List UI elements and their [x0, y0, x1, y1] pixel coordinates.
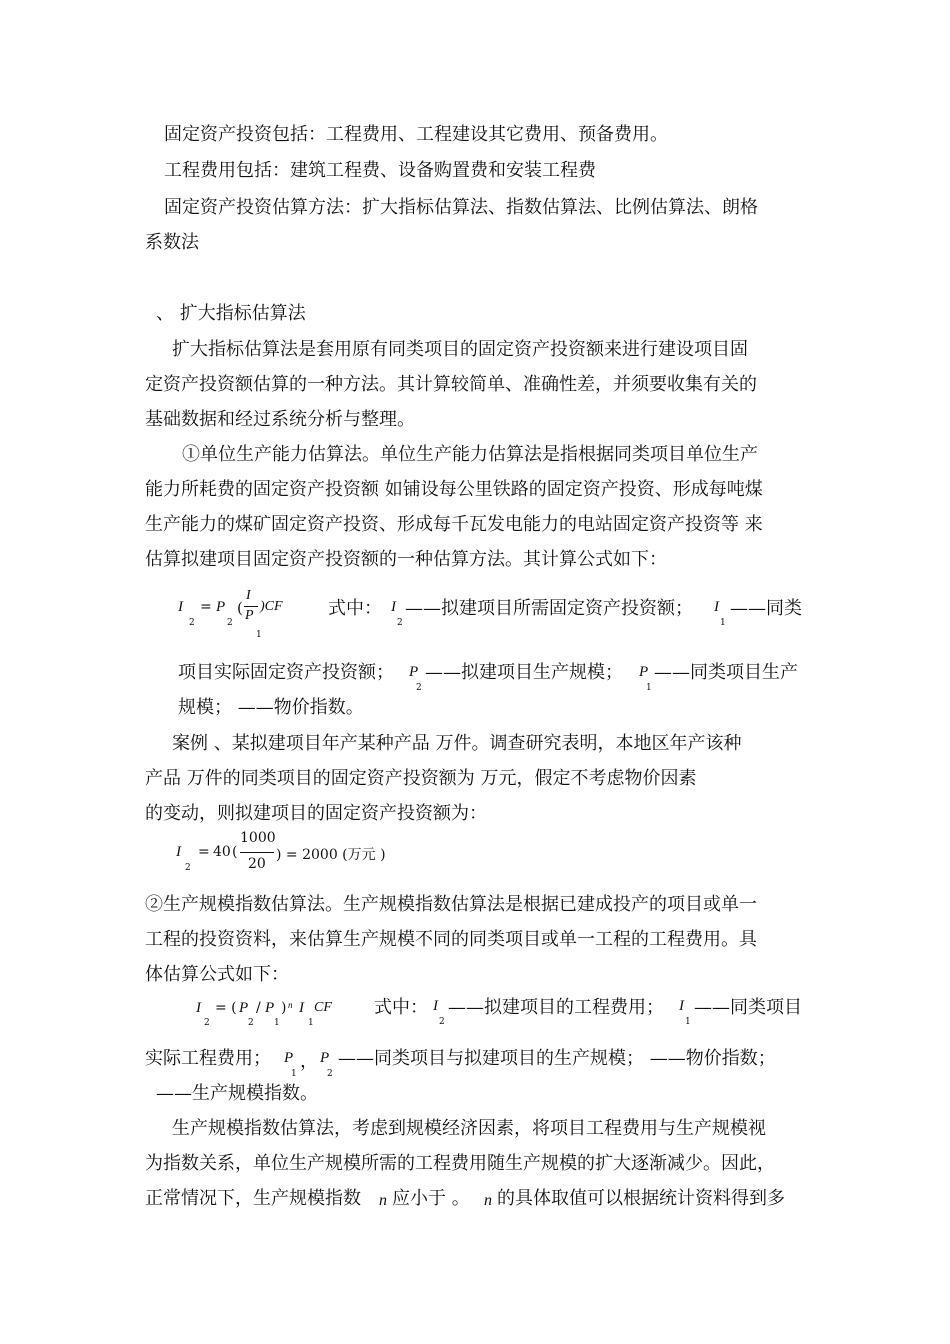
formula2-fraction-bar — [240, 852, 274, 853]
formula1-I: I — [178, 599, 183, 615]
paragraph-unit-capacity-line4: 估算拟建项目固定资产投资额的一种估算方法。其计算公式如下： — [145, 549, 667, 570]
variable-n-second: n — [484, 1192, 492, 1209]
formula3-line2-sub2: 2 — [327, 1069, 333, 1079]
case-line1: 案例 、某拟建项目年产某种产品 万件。调查研究表明，本地区年产该种 — [172, 733, 742, 754]
formula1-sub2: 2 — [189, 618, 195, 628]
section-heading: 、 扩大指标估算法 — [156, 303, 306, 324]
formula1-line2-P1: P — [639, 664, 649, 680]
formula2-result: ) = 2000 (万元 ) — [276, 847, 386, 863]
paragraph-unit-capacity-line3: 生产能力的煤矿固定资产投资、形成每千瓦发电能力的电站固定资产投资等 来 — [145, 514, 763, 535]
formula3-desc-I2-meaning: ——拟建项目的工程费用； — [448, 997, 664, 1018]
formula1-CF: )CF — [260, 599, 283, 614]
variable-n-first: n — [379, 1192, 387, 1209]
formula3-desc-I1-meaning: ——同类项目 — [694, 997, 802, 1018]
formula3-desc-sub2: 2 — [439, 1017, 445, 1027]
formula2-k: 40 — [213, 844, 231, 860]
formula1-sub2b: 2 — [227, 618, 233, 628]
formula1-line2-b: ——拟建项目生产规模； — [425, 662, 623, 683]
formula1-desc-I1: I — [714, 599, 719, 615]
formula3-line2-b: ——同类项目与拟建项目的生产规模； ——物价指数； — [338, 1048, 776, 1069]
formula1-den-P: P — [245, 608, 254, 623]
paragraph-methods-line1: 固定资产投资估算方法：扩大指标估算法、指数估算法、比例估算法、朗格 — [164, 197, 758, 218]
formula3-line2-a: 实际工程费用； — [145, 1048, 271, 1069]
formula1-line2-P2: P — [409, 664, 419, 680]
paragraph-scale-index-line1: ②生产规模指数估算法。生产规模指数估算法是根据已建成投产的项目或单一 — [145, 894, 757, 915]
paragraph-extended-index-line1: 扩大指标估算法是套用原有同类项目的固定资产投资额来进行建设项目固 — [172, 339, 748, 360]
formula2-I: I — [176, 844, 181, 860]
formula1-desc-sub1: 1 — [720, 618, 726, 628]
formula3-line3: ——生产规模指数。 — [156, 1083, 318, 1104]
formula3-desc-sub1: 1 — [685, 1017, 691, 1027]
formula3-CF: CF — [314, 1000, 332, 1015]
formula1-desc-I1-meaning: ——同类 — [730, 598, 802, 619]
formula-case-result — [176, 830, 436, 878]
formula3-close-paren: ) — [281, 1000, 287, 1016]
paragraph-scale-index-line3: 体估算公式如下： — [145, 964, 289, 985]
formula3-desc-I2: I — [433, 998, 438, 1014]
formula3-slash: / — [256, 1000, 261, 1016]
paragraph-scale-economy-line3-a: 正常情况下，生产规模指数 — [145, 1188, 361, 1209]
formula3-sub2: 2 — [204, 1018, 210, 1028]
formula1-sub1: 1 — [256, 630, 262, 640]
formula3-line2-comma: ， — [300, 1051, 318, 1072]
formula1-desc-I2-meaning: ——拟建项目所需固定资产投资额； — [405, 598, 693, 619]
paragraph-methods-line2: 系数法 — [145, 232, 199, 253]
paragraph-scale-index-line2: 工程的投资资料，来估算生产规模不同的同类项目或单一工程的工程费用。具 — [145, 929, 757, 950]
paragraph-unit-capacity-line2: 能力所耗费的固定资产投资额 如铺设每公里铁路的固定资产投资、形成每吨煤 — [145, 479, 763, 500]
formula3-line2-P1: P — [284, 1050, 294, 1066]
formula1-line2-sub1: 1 — [646, 683, 652, 693]
formula3-sub1: 1 — [274, 1018, 280, 1028]
formula1-num-I: I — [246, 588, 251, 603]
formula3-desc-I1: I — [679, 998, 684, 1014]
formula1-line2-c: ——同类项目生产 — [654, 662, 798, 683]
paragraph-scale-economy-line3-b: 应小于 。 — [392, 1188, 470, 1209]
paragraph-engineering-cost: 工程费用包括：建筑工程费、设备购置费和安装工程费 — [164, 160, 596, 181]
formula-scale-index — [196, 998, 356, 1032]
formula3-line2-sub1: 1 — [291, 1069, 297, 1079]
formula3-P2: P — [239, 1000, 249, 1016]
formula3-sub2b: 2 — [248, 1018, 254, 1028]
paragraph-investment-composition: 固定资产投资包括：工程费用、工程建设其它费用、预备费用。 — [164, 124, 668, 145]
paragraph-extended-index-line2: 定资产投资额估算的一种方法。其计算较简单、准确性差，并须要收集有关的 — [145, 374, 757, 395]
formula-unit-capacity — [178, 588, 318, 642]
formula3-exponent-n: n — [288, 1000, 293, 1010]
paragraph-scale-economy-line3-c: 的具体取值可以根据统计资料得到多 — [497, 1188, 785, 1209]
formula2-open-paren: ( — [232, 844, 238, 860]
paragraph-unit-capacity-line1: ①单位生产能力估算法。单位生产能力估算法是指根据同类项目单位生产 — [182, 444, 758, 465]
formula1-fraction-bar — [244, 606, 258, 607]
formula3-I: I — [196, 1000, 201, 1016]
paragraph-scale-economy-line2: 为指数关系，单位生产规模所需的工程费用随生产规模的扩大逐渐减少。因此， — [145, 1153, 775, 1174]
formula1-P: P — [216, 599, 226, 615]
formula3-P1: P — [265, 1000, 275, 1016]
formula2-eq: = — [198, 844, 210, 860]
formula1-line3: 规模； ——物价指数。 — [178, 697, 364, 718]
formula2-sub2: 2 — [185, 863, 191, 873]
formula2-denominator: 20 — [248, 856, 266, 872]
formula1-line2-sub2: 2 — [416, 683, 422, 693]
formula1-desc-I2: I — [391, 599, 396, 615]
formula3-sub1b: 1 — [308, 1018, 314, 1028]
formula1-desc-label: 式中： — [328, 598, 382, 619]
paragraph-extended-index-line3: 基础数据和经过系统分析与整理。 — [145, 409, 415, 430]
case-line2: 产品 万件的同类项目的固定资产投资额为 万元，假定不考虑物价因素 — [145, 768, 697, 789]
formula1-open-paren: ( — [237, 599, 243, 617]
case-line3: 的变动，则拟建项目的固定资产投资额为： — [145, 803, 487, 824]
formula2-numerator: 1000 — [240, 830, 276, 846]
formula1-desc-sub2: 2 — [397, 618, 403, 628]
formula1-line2-a: 项目实际固定资产投资额； — [178, 662, 394, 683]
formula3-line2-P2: P — [320, 1050, 330, 1066]
formula3-I1: I — [299, 1000, 304, 1016]
formula3-eq: = ( — [215, 1000, 237, 1016]
formula1-eq: = — [200, 599, 212, 615]
paragraph-scale-economy-line1: 生产规模指数估算法，考虑到规模经济因素，将项目工程费用与生产规模视 — [172, 1118, 766, 1139]
formula3-desc-label: 式中： — [374, 997, 428, 1018]
